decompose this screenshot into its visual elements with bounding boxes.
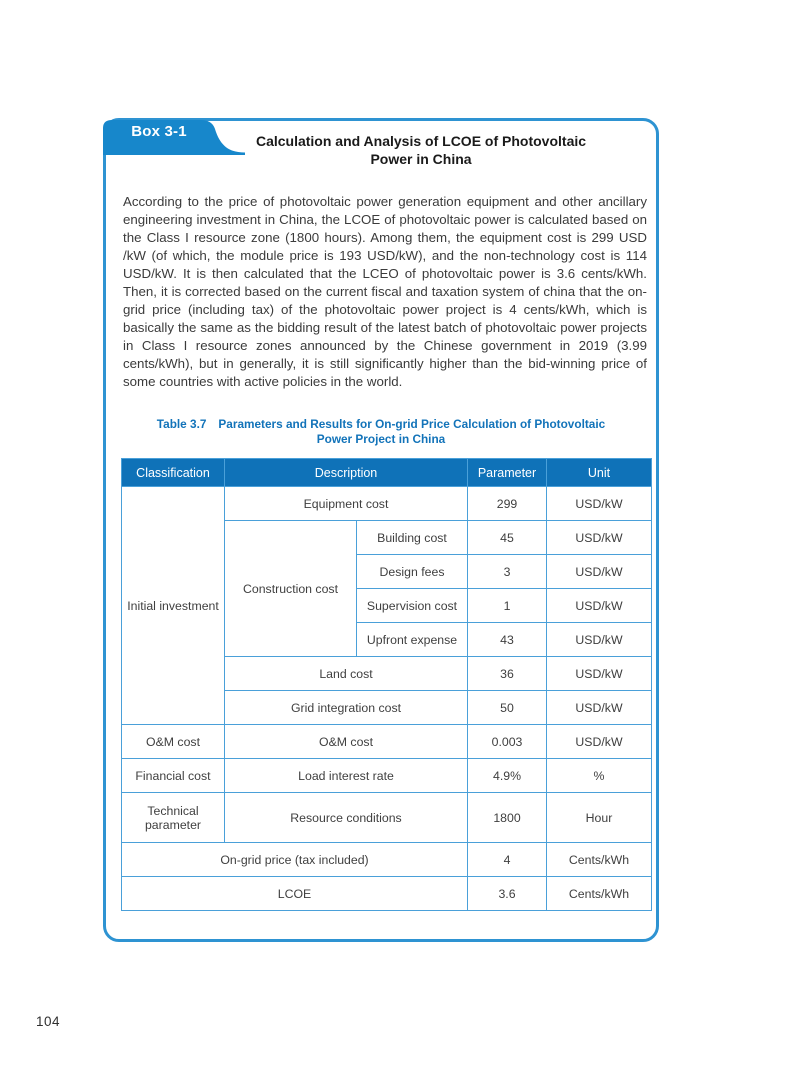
cell-unit: USD/kW xyxy=(547,691,652,725)
box-paragraph: According to the price of photovoltaic power generation equipment and other ancillary engineering investment in China, the LCOE of photovoltaic power is calculated based on the Class I resource zone (1800 hours). Among them, the equipment cost is 299 USD /kW (of which, the module price is 193 USD/kW), and the non-technology cost is 114 USD/kW. It is then calculated that the LCEO of photovoltaic power is 3.6 cents/kWh. Then, it is corrected based on the current fiscal and taxation system of china that the on-grid price (including tax) of the photovoltaic power project is 4 cents/kWh, which is basically the same as the bidding result of the latest batch of photovoltaic power projects in Class I resource zones announced by the Chinese government in 2019 (3.99 cents/kWh), but in generally, it is still significantly higher than the bid-winning price of some countries with active policies in the world. xyxy=(123,194,647,389)
params-table xyxy=(121,458,652,911)
cell-unit: USD/kW xyxy=(547,555,652,589)
cell-parameter: 3 xyxy=(468,555,547,589)
table-caption-number: Table 3.7 xyxy=(156,417,207,431)
cell-unit: USD/kW xyxy=(547,657,652,691)
cell-unit: USD/kW xyxy=(547,521,652,555)
table-row xyxy=(122,759,652,793)
cell-parameter: 3.6 xyxy=(468,877,547,911)
cell-description: Equipment cost xyxy=(225,487,468,521)
cell-parameter: 0.003 xyxy=(468,725,547,759)
header-cell-classification: Classification xyxy=(122,459,225,487)
box-tab-label: Box 3-1 xyxy=(131,123,187,140)
cell-unit: Cents/kWh xyxy=(547,843,652,877)
table-row xyxy=(122,877,652,911)
cell-parameter: 50 xyxy=(468,691,547,725)
cell-classification: O&M cost xyxy=(122,725,225,759)
table-caption xyxy=(106,417,656,447)
cell-description: On-grid price (tax included) xyxy=(122,843,468,877)
table-caption-line1 xyxy=(106,417,656,432)
cell-parameter: 1800 xyxy=(468,793,547,843)
table-row xyxy=(122,843,652,877)
info-box xyxy=(103,118,659,942)
cell-unit: Hour xyxy=(547,793,652,843)
cell-parameter: 1 xyxy=(468,589,547,623)
cell-unit: % xyxy=(547,759,652,793)
table-caption-line2: Power Project in China xyxy=(316,432,446,446)
cell-group: Construction cost xyxy=(225,521,357,657)
cell-parameter: 43 xyxy=(468,623,547,657)
cell-description: Load interest rate xyxy=(225,759,468,793)
cell-description: LCOE xyxy=(122,877,468,911)
cell-unit: USD/kW xyxy=(547,623,652,657)
box-tab xyxy=(103,118,245,155)
cell-unit: USD/kW xyxy=(547,589,652,623)
cell-description: Grid integration cost xyxy=(225,691,468,725)
cell-parameter: 299 xyxy=(468,487,547,521)
cell-classification: Financial cost xyxy=(122,759,225,793)
cell-description: Supervision cost xyxy=(357,589,468,623)
cell-parameter: 45 xyxy=(468,521,547,555)
cell-parameter: 36 xyxy=(468,657,547,691)
table-row xyxy=(122,793,652,843)
cell-description: Upfront expense xyxy=(357,623,468,657)
cell-classification: Initial investment xyxy=(122,487,225,725)
table-row xyxy=(122,725,652,759)
cell-classification: Technical parameter xyxy=(122,793,225,843)
box-title-line1: Calculation and Analysis of LCOE of Photovoltaic xyxy=(255,133,587,149)
header-cell-parameter: Parameter xyxy=(468,459,547,487)
cell-description: O&M cost xyxy=(225,725,468,759)
cell-description: Resource conditions xyxy=(225,793,468,843)
box-title-line2: Power in China xyxy=(370,151,472,167)
table-row xyxy=(122,487,652,521)
cell-unit: Cents/kWh xyxy=(547,877,652,911)
cell-unit: USD/kW xyxy=(547,487,652,521)
cell-description: Land cost xyxy=(225,657,468,691)
table-caption-text: Parameters and Results for On-grid Price Calculation of Photovoltaic xyxy=(218,417,606,431)
page-number: 104 xyxy=(36,1014,61,1029)
cell-unit: USD/kW xyxy=(547,725,652,759)
cell-parameter: 4 xyxy=(468,843,547,877)
cell-parameter: 4.9% xyxy=(468,759,547,793)
header-cell-unit: Unit xyxy=(547,459,652,487)
header-cell-description: Description xyxy=(225,459,468,487)
table-header-row xyxy=(122,459,652,487)
cell-description: Design fees xyxy=(357,555,468,589)
cell-description: Building cost xyxy=(357,521,468,555)
